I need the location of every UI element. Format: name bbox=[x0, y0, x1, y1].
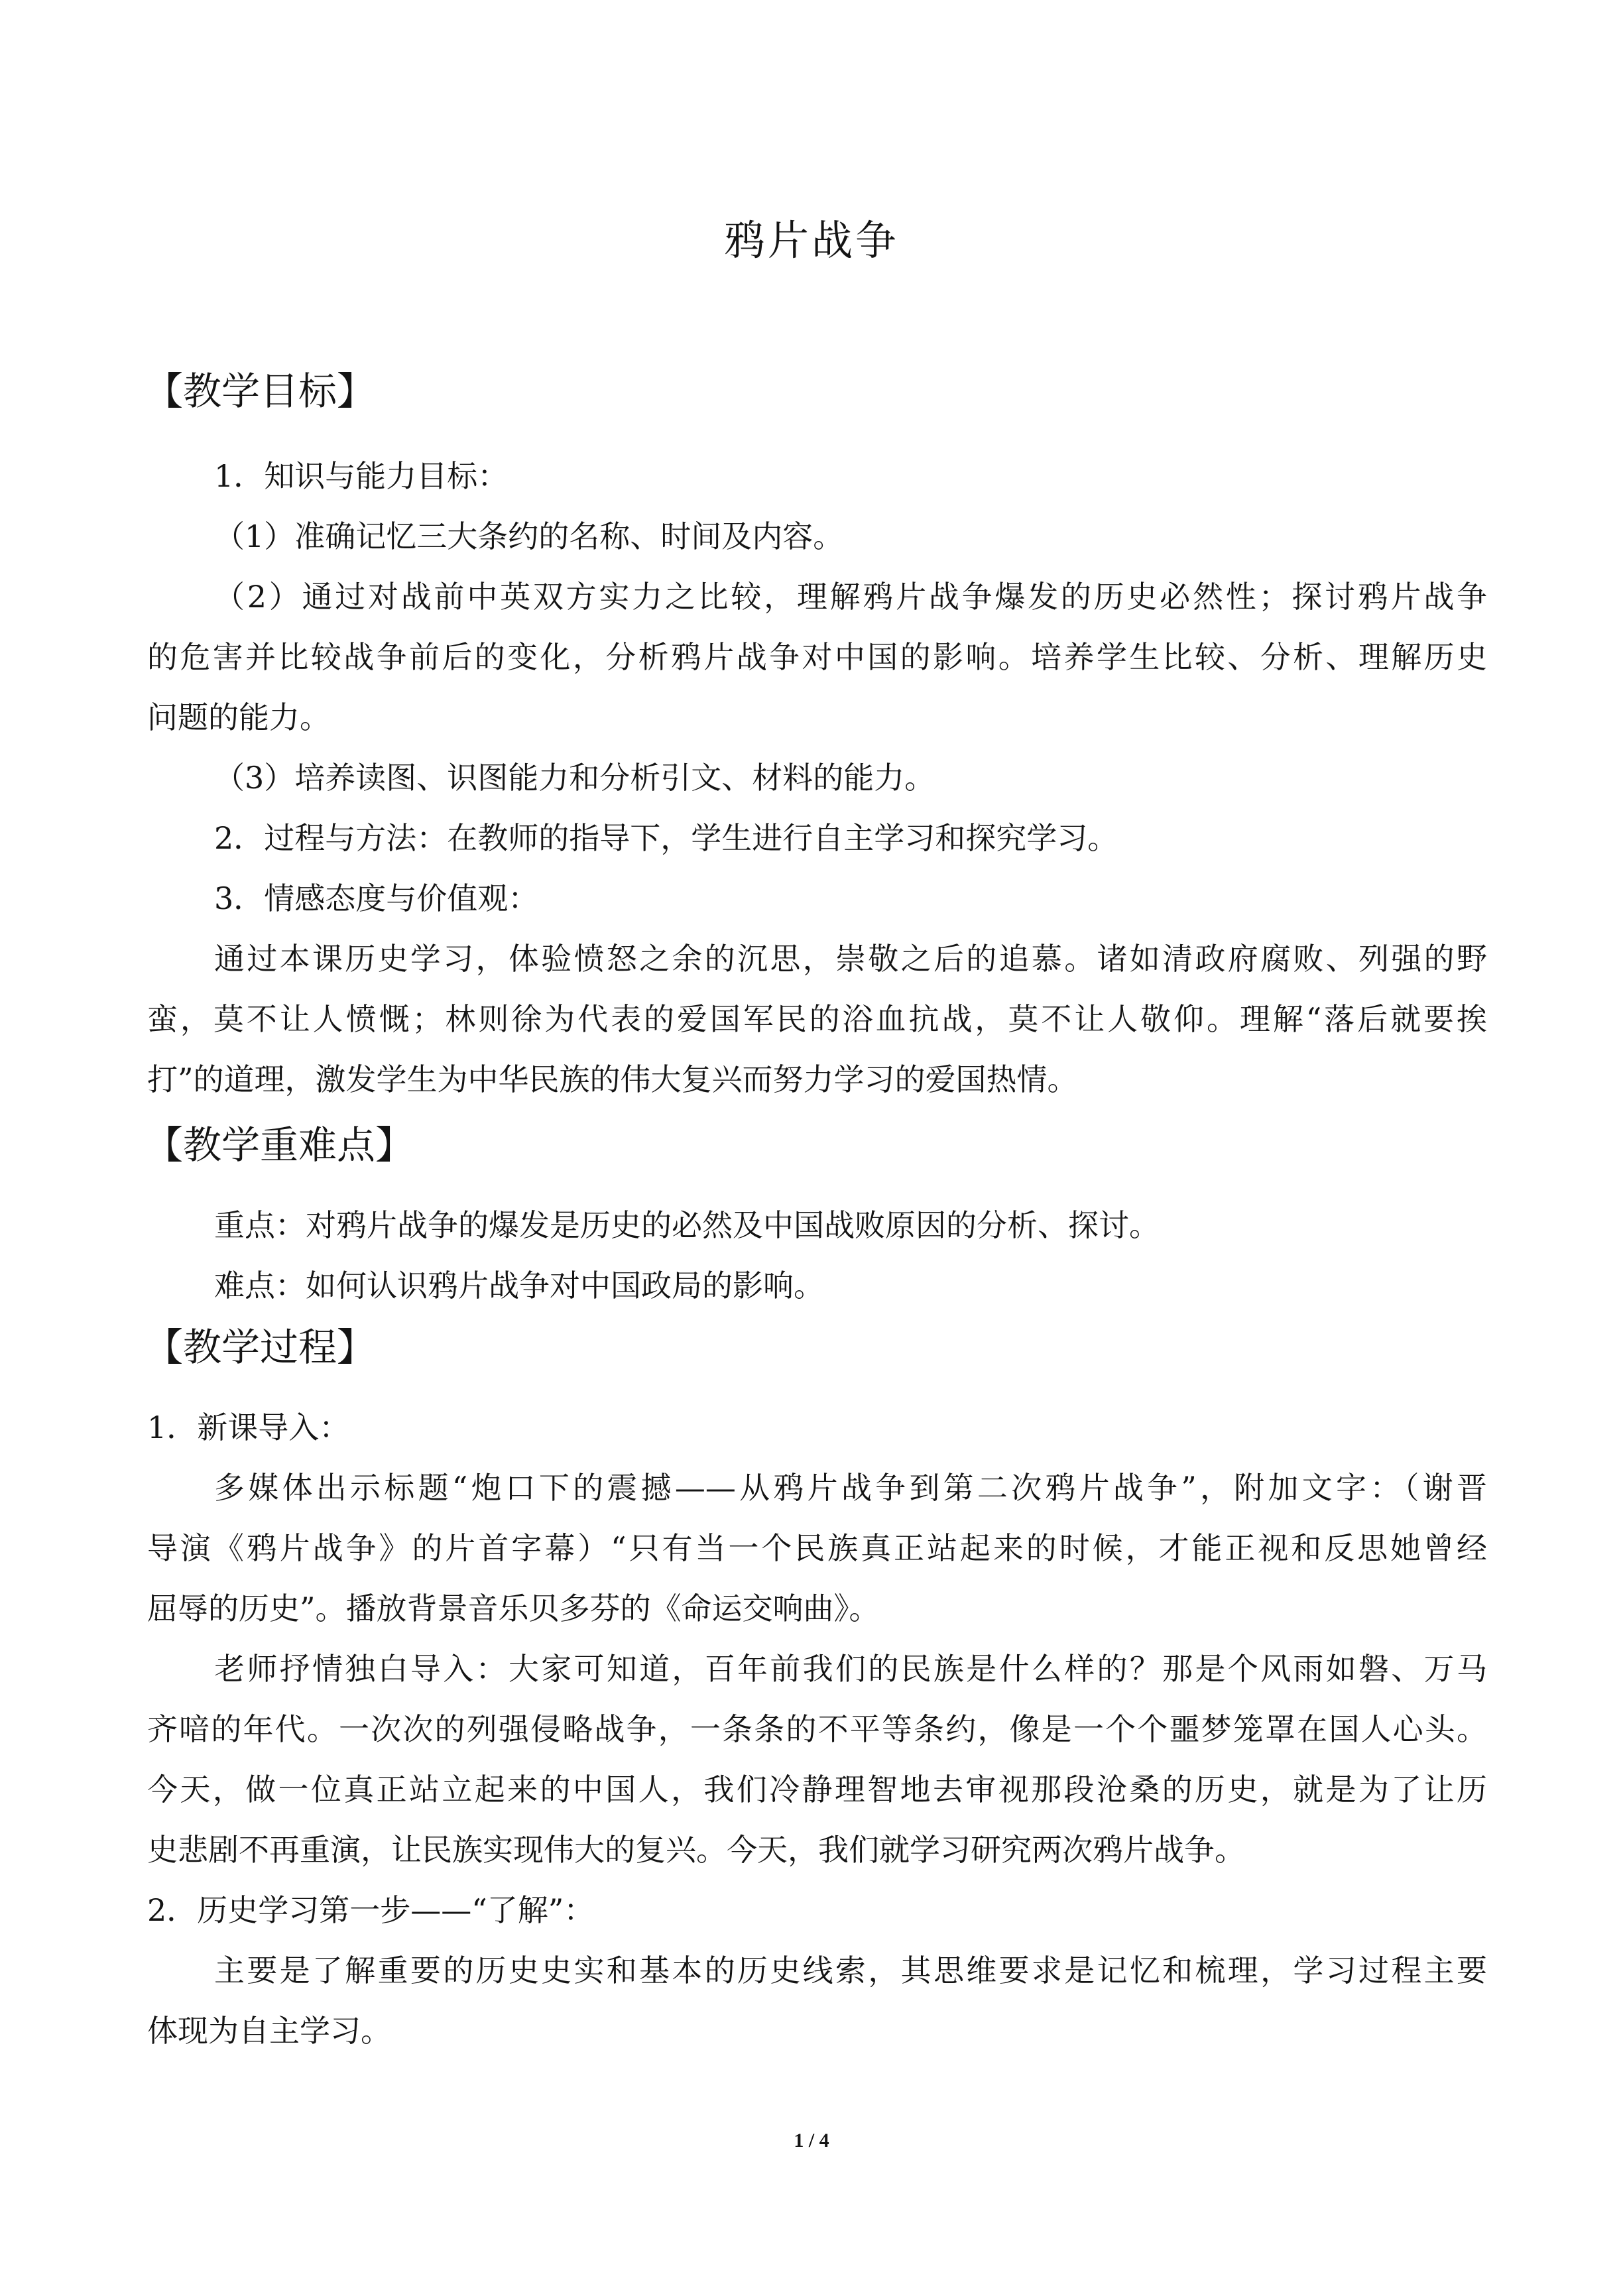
step-2-label: 2．历史学习第一步——“了解”： bbox=[147, 1892, 595, 1928]
emotion-values-line: 蛮，莫不让人愤慨；林则徐为代表的爱国军民的浴血抗战，莫不让人敬仰。理解“落后就要挨 bbox=[147, 1001, 1487, 1037]
objective-item-1: （1）准确记忆三大条约的名称、时间及内容。 bbox=[214, 518, 844, 554]
section-heading-objectives: 【教学目标】 bbox=[145, 369, 376, 414]
process-method-objective: 2．过程与方法：在教师的指导下，学生进行自主学习和探究学习。 bbox=[214, 820, 1118, 856]
step-1-paragraph-2-line: 史悲剧不再重演，让民族实现伟大的复兴。今天，我们就学习研究两次鸦片战争。 bbox=[147, 1832, 1245, 1868]
step-1-label: 1．新课导入： bbox=[147, 1410, 350, 1445]
key-point-difficulty: 难点：如何认识鸦片战争对中国政局的影响。 bbox=[214, 1268, 824, 1303]
objective-item-3: （3）培养读图、识图能力和分析引文、材料的能力。 bbox=[214, 760, 935, 796]
step-1-paragraph-2-line: 齐喑的年代。一次次的列强侵略战争，一条条的不平等条约，像是一个个噩梦笼罩在国人心头。 bbox=[147, 1711, 1487, 1747]
section-heading-process: 【教学过程】 bbox=[145, 1325, 376, 1370]
step-2-paragraph-line: 主要是了解重要的历史史实和基本的历史线索，其思维要求是记忆和梳理，学习过程主要 bbox=[214, 1953, 1487, 1988]
section-heading-key-points: 【教学重难点】 bbox=[145, 1122, 414, 1168]
step-1-paragraph-1-line: 导演《鸦片战争》的片首字幕）“只有当一个民族真正站起来的时候，才能正视和反思她曾经 bbox=[147, 1530, 1487, 1566]
step-1-paragraph-1-line: 多媒体出示标题“炮口下的震撼——从鸦片战争到第二次鸦片战争”，附加文字：（谢晋 bbox=[214, 1470, 1487, 1506]
document-body bbox=[147, 361, 1487, 2061]
objective-item-2-line: （2）通过对战前中英双方实力之比较，理解鸦片战争爆发的历史必然性；探讨鸦片战争 bbox=[214, 579, 1487, 615]
knowledge-ability-label: 1．知识与能力目标： bbox=[214, 458, 509, 494]
key-point-focus: 重点：对鸦片战争的爆发是历史的必然及中国战败原因的分析、探讨。 bbox=[214, 1207, 1160, 1243]
step-1-paragraph-2-line: 老师抒情独白导入：大家可知道，百年前我们的民族是什么样的？那是个风雨如磐、万马 bbox=[214, 1651, 1487, 1687]
page-title: 鸦片战争 bbox=[723, 216, 899, 265]
step-1-paragraph-2-line: 今天，做一位真正站立起来的中国人，我们冷静理智地去审视那段沧桑的历史，就是为了让历 bbox=[147, 1772, 1487, 1807]
objective-item-2-line: 问题的能力。 bbox=[147, 699, 330, 735]
emotion-values-label: 3．情感态度与价值观： bbox=[214, 880, 539, 916]
emotion-values-line: 通过本课历史学习，体验愤怒之余的沉思，崇敬之后的追慕。诸如清政府腐败、列强的野 bbox=[214, 941, 1487, 977]
objective-item-2-line: 的危害并比较战争前后的变化，分析鸦片战争对中国的影响。培养学生比较、分析、理解历史 bbox=[147, 639, 1487, 675]
step-1-paragraph-1-line: 屈辱的历史”。播放背景音乐贝多芬的《命运交响曲》。 bbox=[147, 1591, 880, 1626]
page-number: 1 / 4 bbox=[794, 2130, 829, 2151]
emotion-values-line: 打”的道理，激发学生为中华民族的伟大复兴而努力学习的爱国热情。 bbox=[147, 1061, 1078, 1097]
step-2-paragraph-line: 体现为自主学习。 bbox=[147, 2013, 391, 2049]
